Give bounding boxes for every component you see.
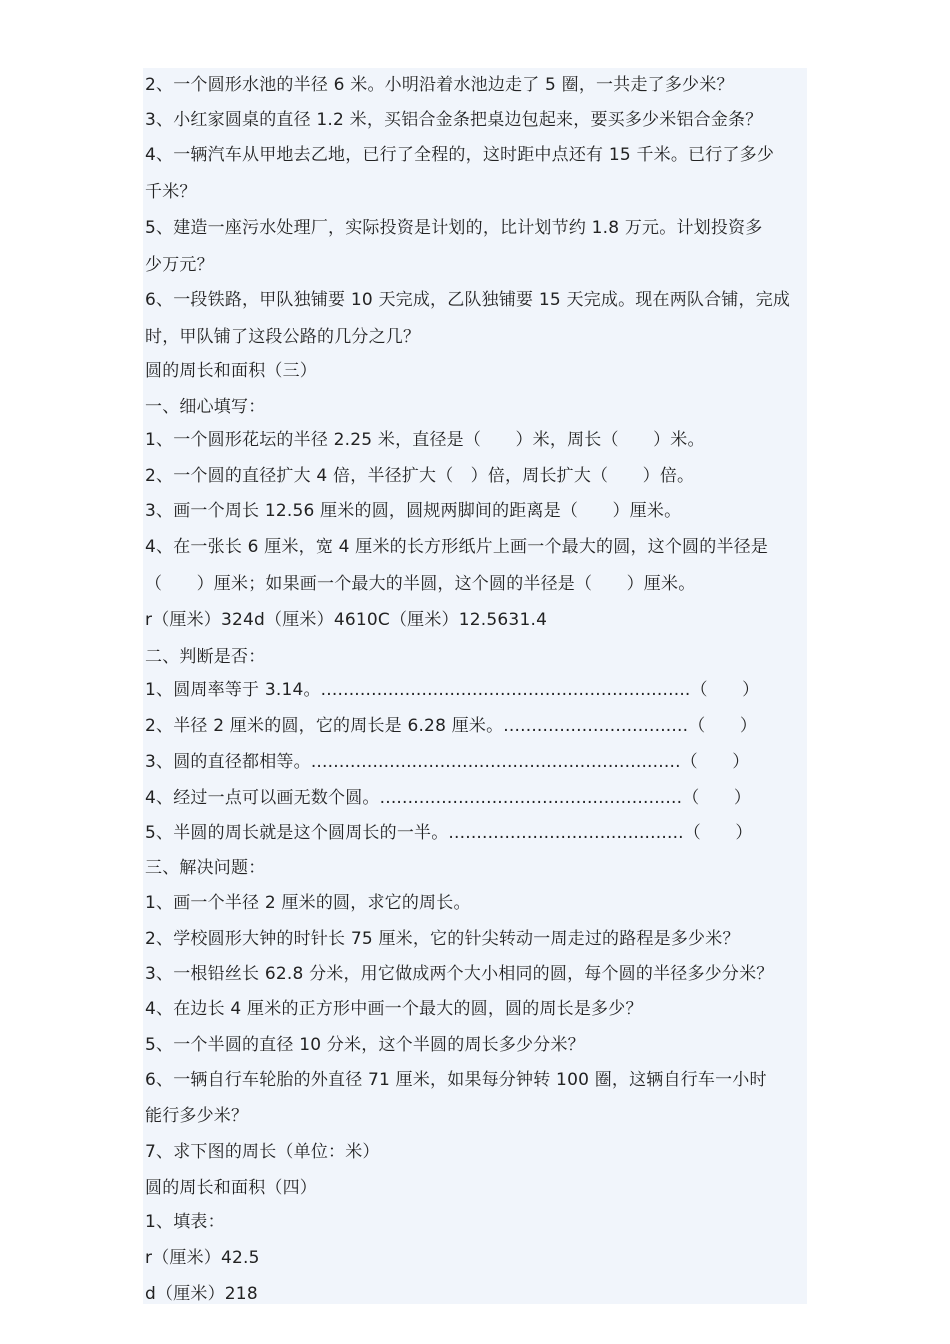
fill-1: 1、一个圆形花坛的半径 2.25 米，直径是（ ）米，周长（ ）米。	[145, 430, 705, 450]
solve-4: 4、在边长 4 厘米的正方形中画一个最大的圆，圆的周长是多少？	[145, 999, 643, 1019]
fill-4-cont: （ ）厘米；如果画一个最大的半圆，这个圆的半径是（ ）厘米。	[145, 574, 696, 594]
solve-heading: 三、解决问题：	[145, 858, 266, 878]
fill-heading: 一、细心填写：	[145, 397, 266, 417]
table-row-d: d（厘米）218	[145, 1284, 258, 1304]
solve-1: 1、画一个半径 2 厘米的圆，求它的周长。	[145, 893, 471, 913]
solve-2: 2、学校圆形大钟的时针长 75 厘米，它的针尖转动一周走过的路程是多少米？	[145, 929, 740, 949]
problem-2: 2、一个圆形水池的半径 6 米。小明沿着水池边走了 5 圈，一共走了多少米？	[145, 75, 734, 95]
fill-3: 3、画一个周长 12.56 厘米的圆，圆规两脚间的距离是（ ）厘米。	[145, 501, 682, 521]
section-title-4: 圆的周长和面积（四）	[145, 1178, 317, 1198]
fill-table-heading: 1、填表：	[145, 1212, 225, 1232]
judge-heading: 二、判断是否：	[145, 647, 266, 667]
judge-5: 5、半圆的周长就是这个圆周长的一半。..........................................（ ）	[145, 823, 753, 843]
problem-3: 3、小红家圆桌的直径 1.2 米，买铝合金条把桌边包起来，要买多少米铝合金条？	[145, 110, 763, 130]
solve-6: 6、一辆自行车轮胎的外直径 71 厘米，如果每分钟转 100 圈，这辆自行车一小时	[145, 1070, 767, 1090]
solve-6-cont: 能行多少米？	[145, 1106, 249, 1126]
judge-3: 3、圆的直径都相等。..................................................................（ ）	[145, 752, 750, 772]
fill-2: 2、一个圆的直径扩大 4 倍，半径扩大（ ）倍，周长扩大（ ）倍。	[145, 466, 695, 486]
fill-4: 4、在一张长 6 厘米，宽 4 厘米的长方形纸片上画一个最大的圆，这个圆的半径是	[145, 537, 769, 557]
judge-4: 4、经过一点可以画无数个圆。......................................................（ ）	[145, 788, 752, 808]
problem-6: 6、一段铁路，甲队独铺要 10 天完成，乙队独铺要 15 天完成。现在两队合铺，完成	[145, 290, 791, 310]
problem-4: 4、一辆汽车从甲地去乙地，已行了全程的，这时距中点还有 15 千米。已行了多少	[145, 145, 775, 165]
solve-5: 5、一个半圆的直径 10 分米，这个半圆的周长多少分米？	[145, 1035, 585, 1055]
judge-2: 2、半径 2 厘米的圆，它的周长是 6.28 厘米。.................................（ ）	[145, 716, 758, 736]
problem-6-cont: 时，甲队铺了这段公路的几分之几？	[145, 327, 421, 347]
section-title-3: 圆的周长和面积（三）	[145, 361, 317, 381]
problem-5-cont: 少万元？	[145, 255, 214, 275]
table-row-data: r（厘米）324d（厘米）4610C（厘米）12.5631.4	[145, 610, 548, 630]
solve-7: 7、求下图的周长（单位：米）	[145, 1142, 380, 1162]
judge-1: 1、圆周率等于 3.14。..................................................................（ ）	[145, 680, 760, 700]
solve-3: 3、一根铅丝长 62.8 分米，用它做成两个大小相同的圆，每个圆的半径多少分米？	[145, 964, 774, 984]
problem-5: 5、建造一座污水处理厂，实际投资是计划的，比计划节约 1.8 万元。计划投资多	[145, 218, 763, 238]
problem-4-cont: 千米？	[145, 182, 197, 202]
table-row-r: r（厘米）42.5	[145, 1248, 260, 1268]
